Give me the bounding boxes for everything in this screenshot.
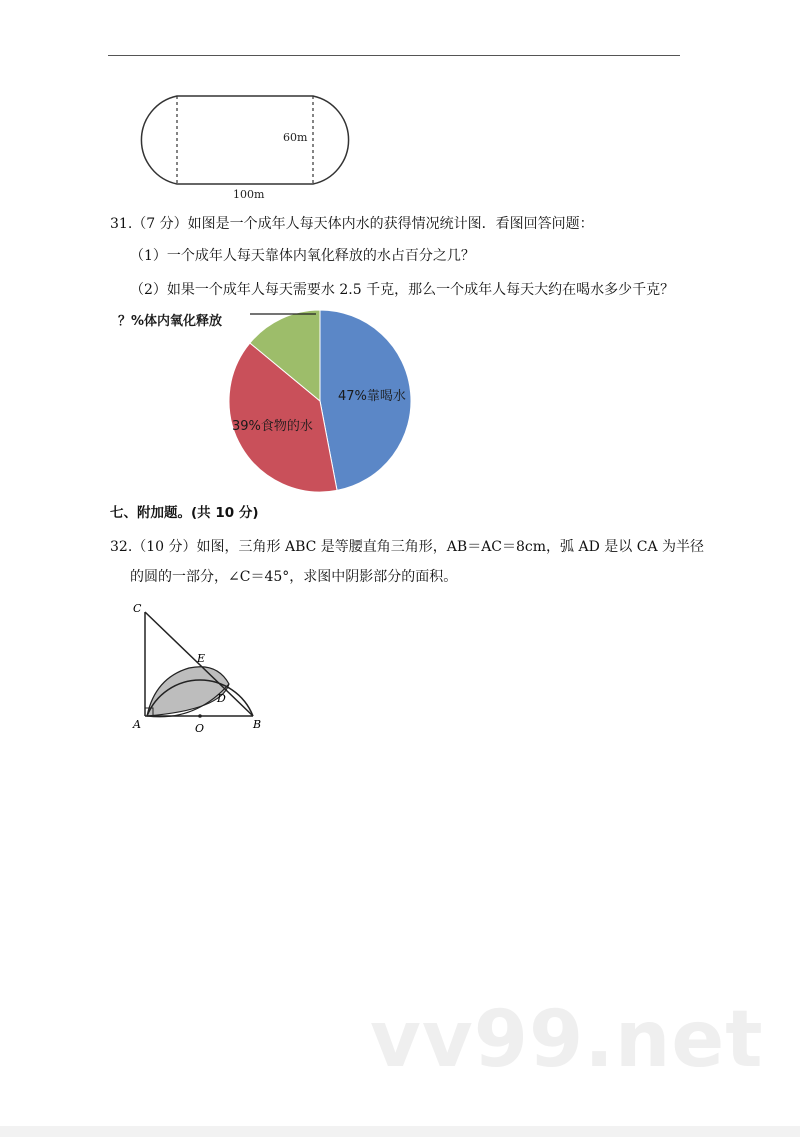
track-outline [141, 96, 348, 184]
q31-heading: 31.（7 分）如图是一个成年人每天体内水的获得情况统计图．看图回答问题： [110, 216, 594, 232]
unknown-slice-label: ？%体内氧化释放 [118, 314, 223, 329]
top-rule [108, 55, 680, 56]
center-point-o [198, 714, 202, 718]
label-d: D [217, 692, 226, 705]
q32-line2: 的圆的一部分，∠C＝45°，求图中阴影部分的面积。 [130, 569, 458, 585]
label-c: C [133, 602, 142, 615]
track-length-label: 100m [233, 188, 265, 201]
label-a: A [133, 718, 141, 731]
q32-line1: 32.（10 分）如图，三角形 ABC 是等腰直角三角形，AB＝AC＝8cm，弧 AD 是以 CA 为半径 [110, 539, 705, 555]
q31-sub1: （1）一个成年人每天靠体内氧化释放的水占百分之几？ [130, 248, 475, 264]
track-figure [125, 88, 370, 203]
section7-heading: 七、附加题。(共 10 分) [110, 505, 259, 521]
q31-sub2: （2）如果一个成年人每天需要水 2.5 千克，那么一个成年人每天大约在喝水多少千克？ [130, 282, 675, 298]
slice-label-drinking: 47%靠喝水 [338, 389, 406, 404]
label-o: O [195, 722, 205, 735]
watermark: vv99.net [370, 995, 764, 1085]
track-width-label: 60m [283, 131, 308, 144]
bottom-strip [0, 1126, 800, 1137]
label-e: E [197, 652, 206, 665]
label-b: B [253, 718, 262, 731]
slice-label-food: 39%食物的水 [232, 419, 313, 434]
water-source-pie-chart [110, 300, 430, 500]
triangle-figure [125, 598, 275, 738]
